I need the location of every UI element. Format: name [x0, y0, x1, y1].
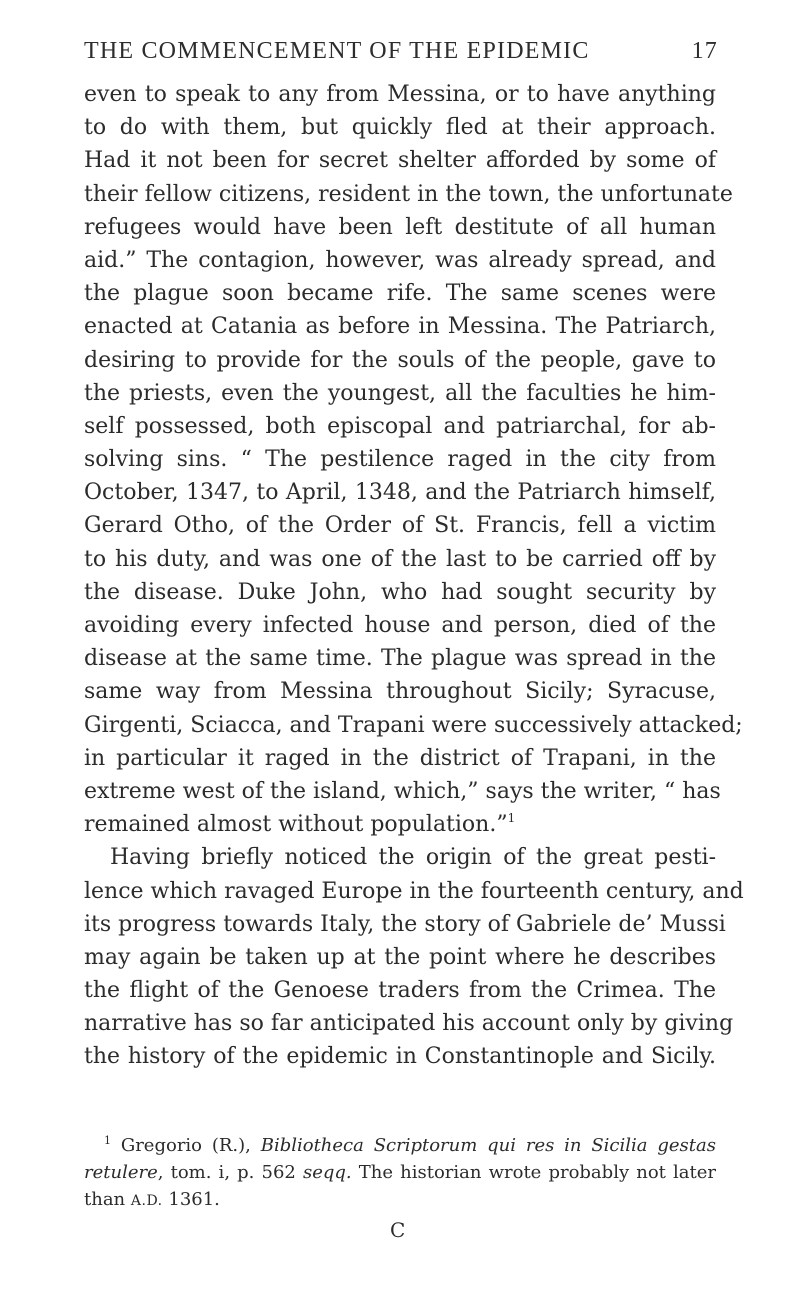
footnote-author: Gregorio (R.),: [120, 1135, 251, 1156]
footnote-note: The historian wrote probably not later: [358, 1162, 716, 1183]
body-text: [84, 78, 744, 1074]
footnote-title: Bibliotheca Scriptorum qui res in Sicilia gestas: [260, 1135, 716, 1156]
text-line: in particular it raged in the district of Trapani, in the: [84, 745, 716, 771]
text-line: to do with them, but quickly fled at their approach.: [84, 115, 716, 141]
text-line: narrative has so far anticipated his account only by giving: [84, 1011, 734, 1037]
text-line: desiring to provide for the souls of the people, gave to: [84, 347, 716, 373]
text-line: the disease. Duke John, who had sought security by: [84, 579, 716, 605]
text-line: Girgenti, Sciacca, and Trapani were successively attacked;: [84, 712, 743, 738]
text-line: Gerard Otho, of the Order of St. Francis, fell a victim: [84, 513, 716, 539]
footnote-era: A.D.: [130, 1193, 163, 1209]
text-line: enacted at Catania as before in Messina. The Patriarch,: [84, 314, 716, 340]
text-line: October, 1347, to April, 1348, and the Patriarch himself,: [84, 480, 716, 506]
text-line: aid.” The contagion, however, was already spread, and: [84, 247, 716, 273]
text-line: the priests, even the youngest, all the faculties he him-: [84, 380, 716, 406]
text-line: to his duty, and was one of the last to be carried off by: [84, 546, 716, 572]
signature-mark: C: [390, 1218, 406, 1242]
text-line: the flight of the Genoese traders from the Crimea. The: [84, 978, 716, 1004]
text-line: self possessed, both episcopal and patriarchal, for ab-: [84, 413, 716, 439]
text-line: may again be taken up at the point where he describes: [84, 944, 716, 970]
page-number: 17: [691, 38, 718, 64]
text-line: refugees would have been left destitute of all human: [84, 214, 716, 240]
text-line: Had it not been for secret shelter afforded by some of: [84, 148, 716, 174]
text-line: avoiding every infected house and person, died of the: [84, 613, 716, 638]
text-line: [84, 808, 716, 841]
footnote-seqq: seqq.: [303, 1162, 352, 1183]
text-line: solving sins. “ The pestilence raged in the city from: [84, 447, 716, 473]
text-line: same way from Messina throughout Sicily; Syracuse,: [84, 679, 716, 705]
text-line: the history of the epidemic in Constantinople and Sicily.: [84, 1044, 716, 1070]
text-line: disease at the same time. The plague was spread in the: [84, 646, 716, 672]
footnote: [84, 1132, 716, 1213]
footnote-than: than: [84, 1189, 126, 1210]
footnote-mark: 1: [104, 1134, 111, 1147]
running-head: [84, 38, 718, 68]
footnote-reference[interactable]: 1: [507, 811, 516, 826]
running-title: THE COMMENCEMENT OF THE EPIDEMIC: [84, 38, 590, 64]
footnote-reference-text: , tom. i, p. 562: [157, 1162, 296, 1183]
footnote-year: 1361.: [168, 1189, 220, 1210]
footnote-line: [84, 1186, 716, 1213]
footnote-line: [84, 1132, 716, 1159]
text-line: extreme west of the island, which,” says the writer, “ has: [84, 778, 721, 804]
text-line: its progress towards Italy, the story of Gabriele de’ Mussi: [84, 911, 726, 937]
footnote-title-cont: retulere: [84, 1162, 158, 1183]
footnote-line: [84, 1159, 716, 1186]
text-line: the plague soon became rife. The same scenes were: [84, 281, 716, 307]
paragraph-end-text: remained almost without population.”: [84, 812, 508, 838]
text-line: Having briefly noticed the origin of the great pesti-: [110, 845, 716, 871]
text-line: even to speak to any from Messina, or to have anything: [84, 82, 716, 107]
text-line: lence which ravaged Europe in the fourteenth century, and: [84, 878, 744, 904]
text-line: their fellow citizens, resident in the town, the unfortunate: [84, 181, 733, 207]
